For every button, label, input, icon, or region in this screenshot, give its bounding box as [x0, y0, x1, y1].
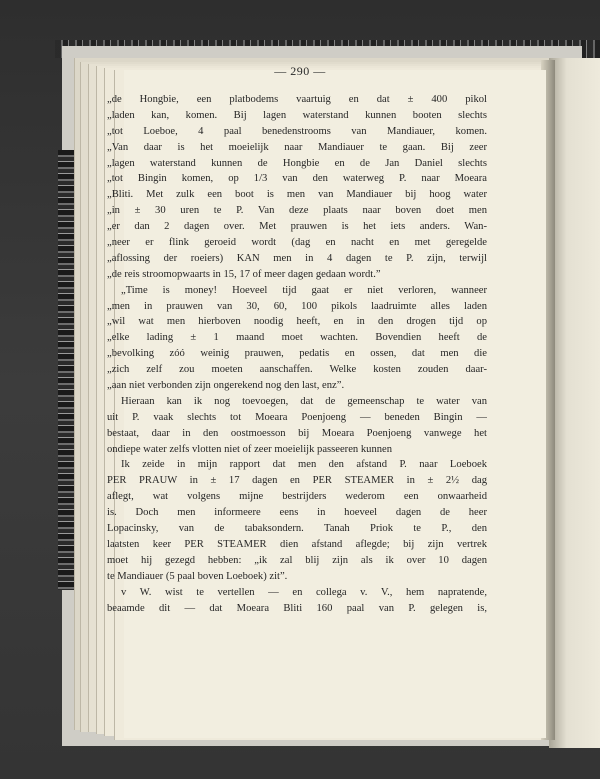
text-line: laatsten keer PER STEAMER dien afstand aflegde; bij zijn vertrek — [107, 538, 487, 550]
text-line: aflegt, wat volgens mijne bestrijders wederom een onwaarheid — [107, 491, 487, 503]
text-line: „wil wat men hierboven noodig heeft, en in den drogen tijd op — [107, 316, 487, 328]
page-number: — 290 — — [274, 64, 326, 78]
text-line: „in ± 30 uren te P. Van deze plaats naar boven doet men — [107, 205, 487, 217]
text-line: „aflossing der roeiers) KAN men in 4 dagen te P. zijn, terwijl — [107, 252, 487, 264]
text-line: uit P. vaak slechts tot Moeara Poenjoeng — beneden Bingin — — [107, 411, 487, 423]
text-line: Lopacinsky, van de tabaksondern. Tanah Priok te P., den — [107, 523, 487, 535]
text-line: „zich zelf zou moeten aanschaffen. Welke kosten zouden daar- — [107, 364, 487, 376]
text-line: „bevolking zóó weinig prauwen, pedatis en ossen, dat men die — [107, 348, 487, 360]
text-line: „men in prauwen van 30, 60, 100 pikols laadruimte alles laden — [107, 300, 487, 312]
text-line: is. Doch men informeere eens in hoeveel dagen de heer — [107, 507, 487, 519]
text-line: beaamde dit — dat Moeara Bliti 160 paal van P. gelegen is, — [107, 602, 487, 614]
text-line: „Bliti. Met zulk een boot is men van Mandiauer bij hoog water — [107, 189, 487, 201]
text-line: bestaat, daar in den oostmoesson bij Moeara Poenjoeng vanwege het — [107, 427, 487, 439]
text-line: „de reis stroomopwaarts in 15, 17 of meer dagen gedaan wordt.” — [107, 268, 381, 280]
text-line: moet hij gezegd hebben: „ik zal blij zijn als ik over 10 dagen — [107, 554, 487, 566]
body-text — [107, 92, 487, 616]
text-line: Ik zeide in mijn rapport dat men den afstand P. naar Loeboek — [121, 459, 487, 471]
text-line: PER PRAUW in ± 17 dagen en PER STEAMER in ± 2½ dag — [107, 475, 487, 487]
text-line: „Van daar is het moeielijk naar Mandiauer te gaan. Bij zeer — [107, 141, 487, 153]
text-line: „de Hongbie, een platbodems vaartuig en dat ± 400 pikol — [107, 94, 487, 105]
text-line: „Time is money! Hoeveel tijd gaat er niet verloren, wanneer — [121, 284, 487, 296]
text-line: Hieraan kan ik nog toevoegen, dat de gemeenschap te water van — [121, 395, 487, 407]
facing-page — [549, 58, 600, 748]
text-line: „tot Bingin komen, op 1/3 van den waterweg P. naar Moeara — [107, 173, 487, 185]
text-line: „lagen waterstand kunnen de Hongbie en de Jan Daniel slechts — [107, 157, 487, 169]
text-line: „elke lading ± 1 maand moet wachten. Bovendien heeft de — [107, 332, 487, 344]
text-line: ondiepe water zelfs vlotten niet of zeer moeielijk passeeren kunnen — [107, 443, 393, 455]
text-line: v W. wist te vertellen — en collega v. V., hem napratende, — [121, 586, 487, 598]
text-line: „er dan 2 dagen over. Met prauwen is het iets anders. Wan- — [107, 221, 487, 233]
text-line: „aan niet verbonden zijn ongerekend nog den last, enz”. — [107, 380, 345, 392]
text-line: „tot Loeboe, 4 paal benedenstrooms van Mandiauer, komen. — [107, 125, 487, 137]
text-line: „neer er flink geroeid wordt (dag en nacht en met geregelde — [107, 237, 487, 249]
text-line: „laden kan, komen. Bij lagen waterstand kunnen booten slechts — [107, 109, 487, 121]
text-line: te Mandiauer (5 paal boven Loeboek) zit”. — [107, 570, 288, 582]
